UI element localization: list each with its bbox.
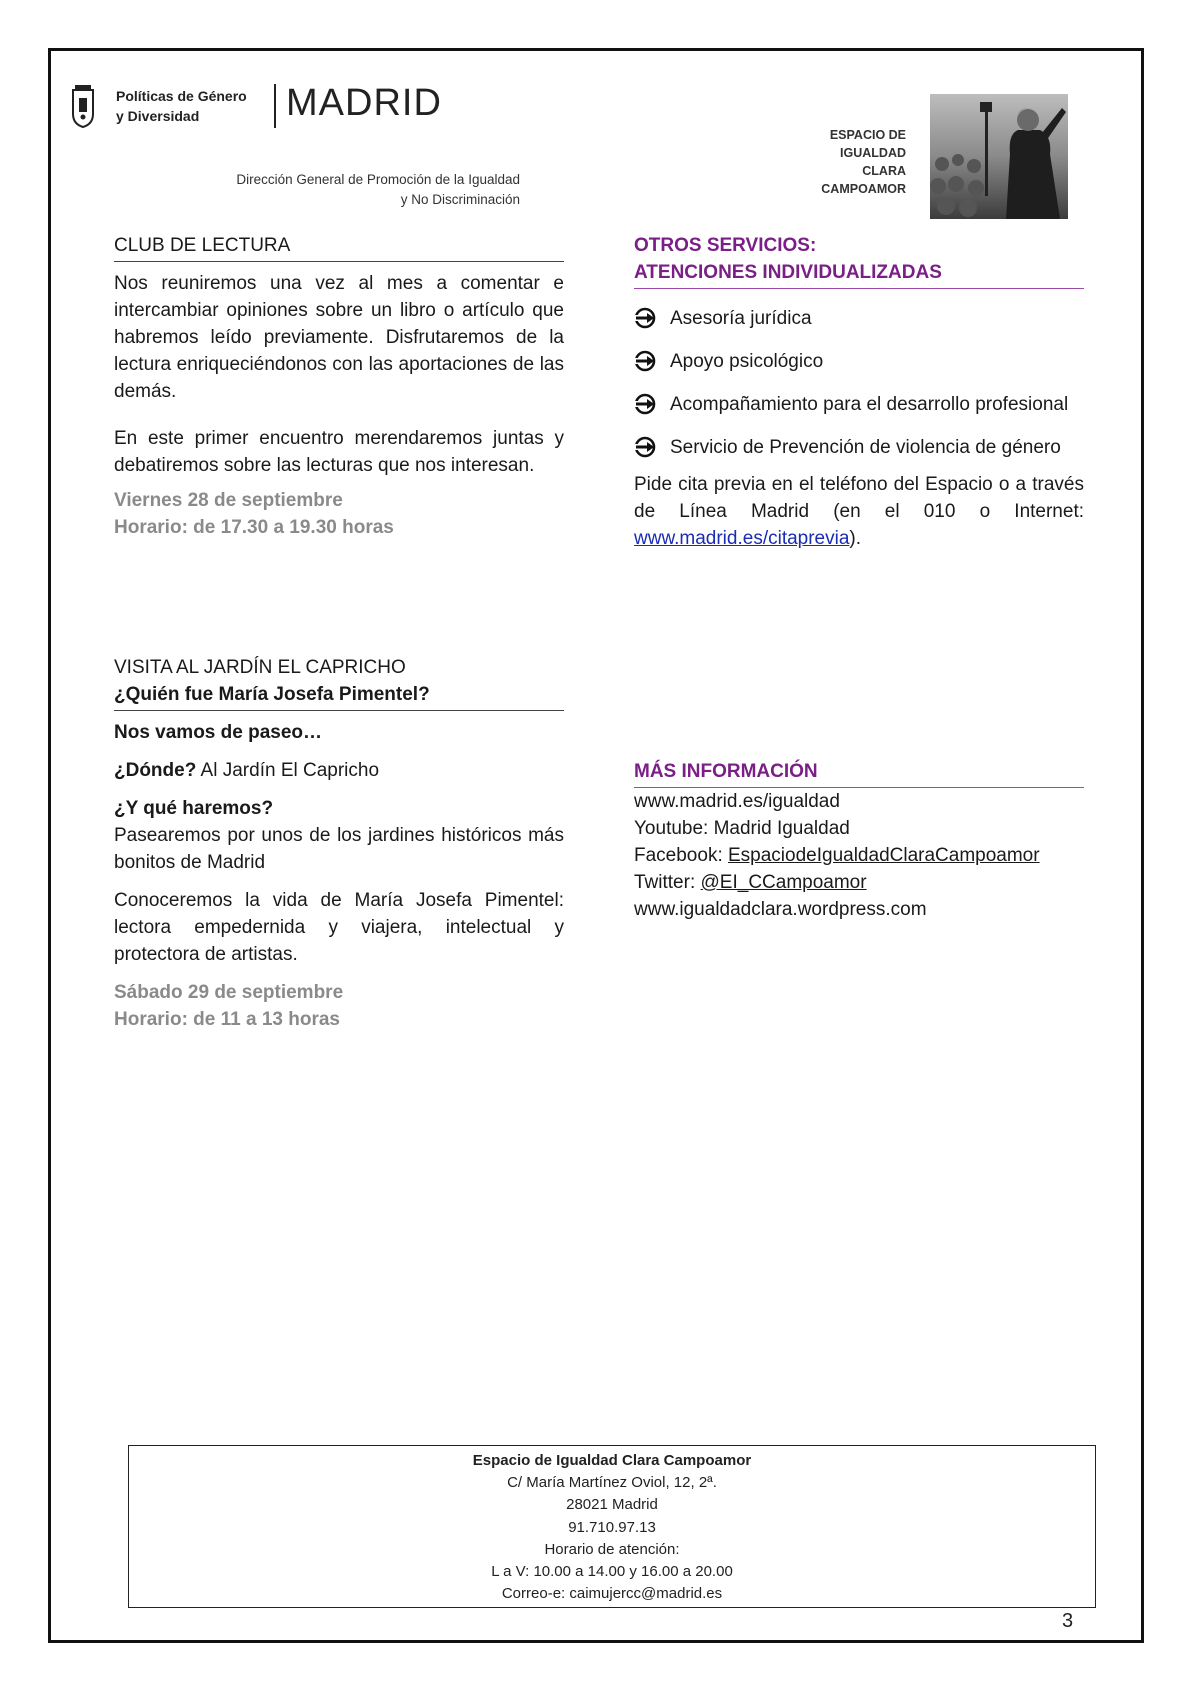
espacio-title: [780, 126, 906, 198]
info-youtube: Youtube: Madrid Igualdad: [634, 818, 850, 839]
cita-previa-link[interactable]: www.madrid.es/citaprevia: [634, 528, 850, 549]
info-facebook: [634, 842, 1084, 869]
facebook-link[interactable]: EspaciodeIgualdadClaraCampoamor: [728, 845, 1040, 866]
city-name: MADRID: [286, 82, 442, 124]
directorate-name: [130, 170, 520, 210]
contact-box: [128, 1445, 1096, 1608]
cita-text: Pide cita previa en el teléfono del Espacio o a través de Línea Madrid (en el 010 o Internet:: [634, 474, 1084, 522]
espacio-line: IGUALDAD: [840, 146, 906, 160]
twitter-link[interactable]: @EI_CCampoamor: [700, 872, 867, 893]
visita-date: Sábado 29 de septiembre: [114, 982, 344, 1003]
dept-line-2: y Diversidad: [116, 108, 200, 124]
donde-answer: Al Jardín El Capricho: [196, 760, 380, 781]
contact-city: 28021 Madrid: [566, 1496, 658, 1514]
haremos-answer: Pasearemos por unos de los jardines históricos más bonitos de Madrid: [114, 825, 564, 873]
vida-paragraph: Conoceremos la vida de María Josefa Pimentel: lectora empedernida y viajera, intelectual y protectora de artistas.: [114, 890, 564, 965]
arrow-right-icon: [634, 436, 656, 458]
department-name: [116, 86, 247, 126]
clara-campoamor-photo: [930, 94, 1068, 219]
madrid-logo: [70, 82, 520, 214]
directorate-line-1: Dirección General de Promoción de la Igualdad: [236, 172, 520, 187]
servicios-heading-line-1: OTROS SERVICIOS:: [634, 235, 817, 256]
twitter-label: Twitter:: [634, 872, 701, 893]
servicio-label: Apoyo psicológico: [670, 351, 824, 372]
haremos-question: ¿Y qué haremos?: [114, 798, 274, 819]
directorate-line-2: y No Discriminación: [400, 192, 520, 207]
info-section: [634, 758, 1084, 923]
servicios-list: [634, 305, 1084, 461]
madrid-crest-icon: [70, 84, 96, 128]
contact-hours: L a V: 10.00 a 14.00 y 16.00 a 20.00: [491, 1563, 733, 1581]
servicios-heading-line-2: ATENCIONES INDIVIDUALIZADAS: [634, 262, 942, 283]
donde-question: ¿Dónde?: [114, 760, 197, 781]
visita-heading-line-1: VISITA AL JARDÍN EL CAPRICHO: [114, 657, 406, 678]
list-item: [634, 348, 1084, 375]
servicio-label: Servicio de Prevención de violencia de género: [670, 437, 1061, 458]
dept-line-1: Políticas de Género: [116, 88, 247, 104]
arrow-right-icon: [634, 307, 656, 329]
visita-heading-line-2: ¿Quién fue María Josefa Pimentel?: [114, 684, 430, 705]
servicio-label: Asesoría jurídica: [670, 308, 812, 329]
list-item: [634, 391, 1084, 418]
servicio-label: Acompañamiento para el desarrollo profesional: [670, 394, 1069, 415]
page-number: 3: [1062, 1610, 1074, 1632]
list-item: [634, 305, 1084, 332]
paseo-text: Nos vamos de paseo…: [114, 722, 323, 743]
info-blog: www.igualdadclara.wordpress.com: [634, 899, 927, 920]
visita-heading: [114, 654, 564, 711]
servicios-section: [634, 232, 1084, 552]
arrow-right-icon: [634, 350, 656, 372]
donde-line: [114, 757, 564, 784]
espacio-line: CLARA: [862, 164, 906, 178]
club-time: Horario: de 17.30 a 19.30 horas: [114, 517, 394, 538]
list-item: [634, 434, 1084, 461]
club-heading: CLUB DE LECTURA: [114, 232, 564, 262]
info-web: www.madrid.es/igualdad: [634, 791, 840, 812]
logo-divider: [274, 84, 276, 128]
visita-section: [114, 654, 564, 1033]
espacio-line: ESPACIO DE: [829, 128, 906, 142]
contact-email: Correo-e: caimujercc@madrid.es: [501, 1585, 723, 1603]
servicios-heading: [634, 232, 1084, 289]
club-paragraph-1: Nos reuniremos una vez al mes a comentar e intercambiar opiniones sobre un libro o artículo que habremos leído previamente. Disfrutaremos de la lectura enriqueciéndonos con las aportaciones de las demás.: [114, 273, 564, 402]
arrow-right-icon: [634, 393, 656, 415]
contact-title: Espacio de Igualdad Clara Campoamor: [472, 1452, 752, 1469]
club-date: Viernes 28 de septiembre: [114, 490, 343, 511]
cita-end: ).: [849, 528, 862, 549]
visita-time: Horario: de 11 a 13 horas: [114, 1009, 340, 1030]
contact-phone: 91.710.97.13: [568, 1518, 656, 1536]
club-paragraph-2: En este primer encuentro merendaremos juntas y debatiremos sobre las lecturas que nos interesan.: [114, 428, 564, 476]
contact-address: C/ María Martínez Oviol, 12, 2ª.: [507, 1474, 717, 1492]
facebook-label: Facebook:: [634, 845, 728, 866]
contact-hours-label: Horario de atención:: [544, 1540, 680, 1558]
info-heading: MÁS INFORMACIÓN: [634, 758, 1084, 788]
cita-paragraph: [634, 471, 1084, 552]
espacio-line: CAMPOAMOR: [821, 182, 906, 196]
info-twitter: [634, 869, 1084, 896]
club-lectura-section: [114, 232, 564, 541]
